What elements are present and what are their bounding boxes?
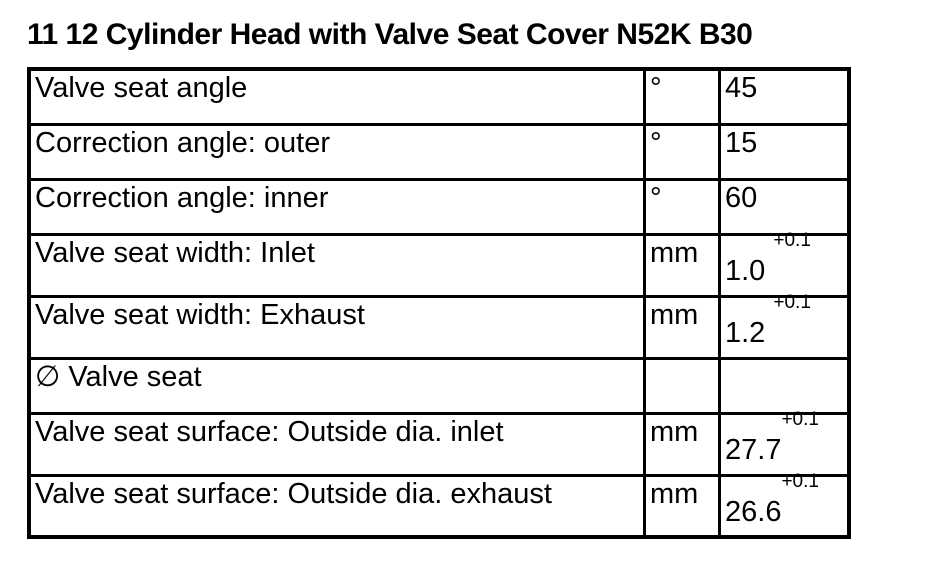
row-value: 15 — [720, 124, 850, 179]
row-value-cell — [720, 229, 850, 296]
row-value: 60 — [720, 179, 850, 234]
row-value: 1.0 — [725, 254, 766, 287]
row-tolerance: +0.1 — [781, 408, 819, 430]
row-value — [720, 358, 850, 413]
row-value-cell — [720, 408, 850, 475]
row-value-cell — [720, 291, 850, 358]
row-label: Correction angle: outer — [29, 124, 645, 179]
row-label: Valve seat angle — [29, 69, 645, 124]
page-title: 11 12 Cylinder Head with Valve Seat Cover N52K B30 — [27, 18, 753, 51]
row-label: Valve seat surface: Outside dia. inlet — [29, 413, 645, 475]
row-unit: mm — [645, 234, 720, 296]
row-label: Correction angle: inner — [29, 179, 645, 234]
row-unit: ° — [645, 179, 720, 234]
table-row — [29, 179, 849, 234]
table-row — [29, 296, 849, 358]
spec-table — [27, 67, 851, 539]
row-label: ∅ Valve seat — [29, 358, 645, 413]
row-value-cell — [720, 470, 850, 537]
row-tolerance: +0.1 — [773, 229, 811, 251]
row-label: Valve seat surface: Outside dia. exhaust — [29, 475, 645, 537]
row-value: 27.7 — [725, 433, 782, 466]
row-value: 1.2 — [725, 316, 766, 349]
row-unit: mm — [645, 296, 720, 358]
row-label: Valve seat width: Inlet — [29, 234, 645, 296]
table-row — [29, 475, 849, 537]
table-row — [29, 124, 849, 179]
row-unit: ° — [645, 124, 720, 179]
table-row — [29, 234, 849, 296]
table-row — [29, 358, 849, 413]
table-row — [29, 69, 849, 124]
row-unit: mm — [645, 413, 720, 475]
row-value: 45 — [720, 69, 850, 124]
row-tolerance: +0.1 — [781, 470, 819, 492]
row-label: Valve seat width: Exhaust — [29, 296, 645, 358]
row-unit: mm — [645, 475, 720, 537]
table-row — [29, 413, 849, 475]
row-unit: ° — [645, 69, 720, 124]
row-unit — [645, 358, 720, 413]
row-value: 26.6 — [725, 495, 782, 528]
row-tolerance: +0.1 — [773, 291, 811, 313]
